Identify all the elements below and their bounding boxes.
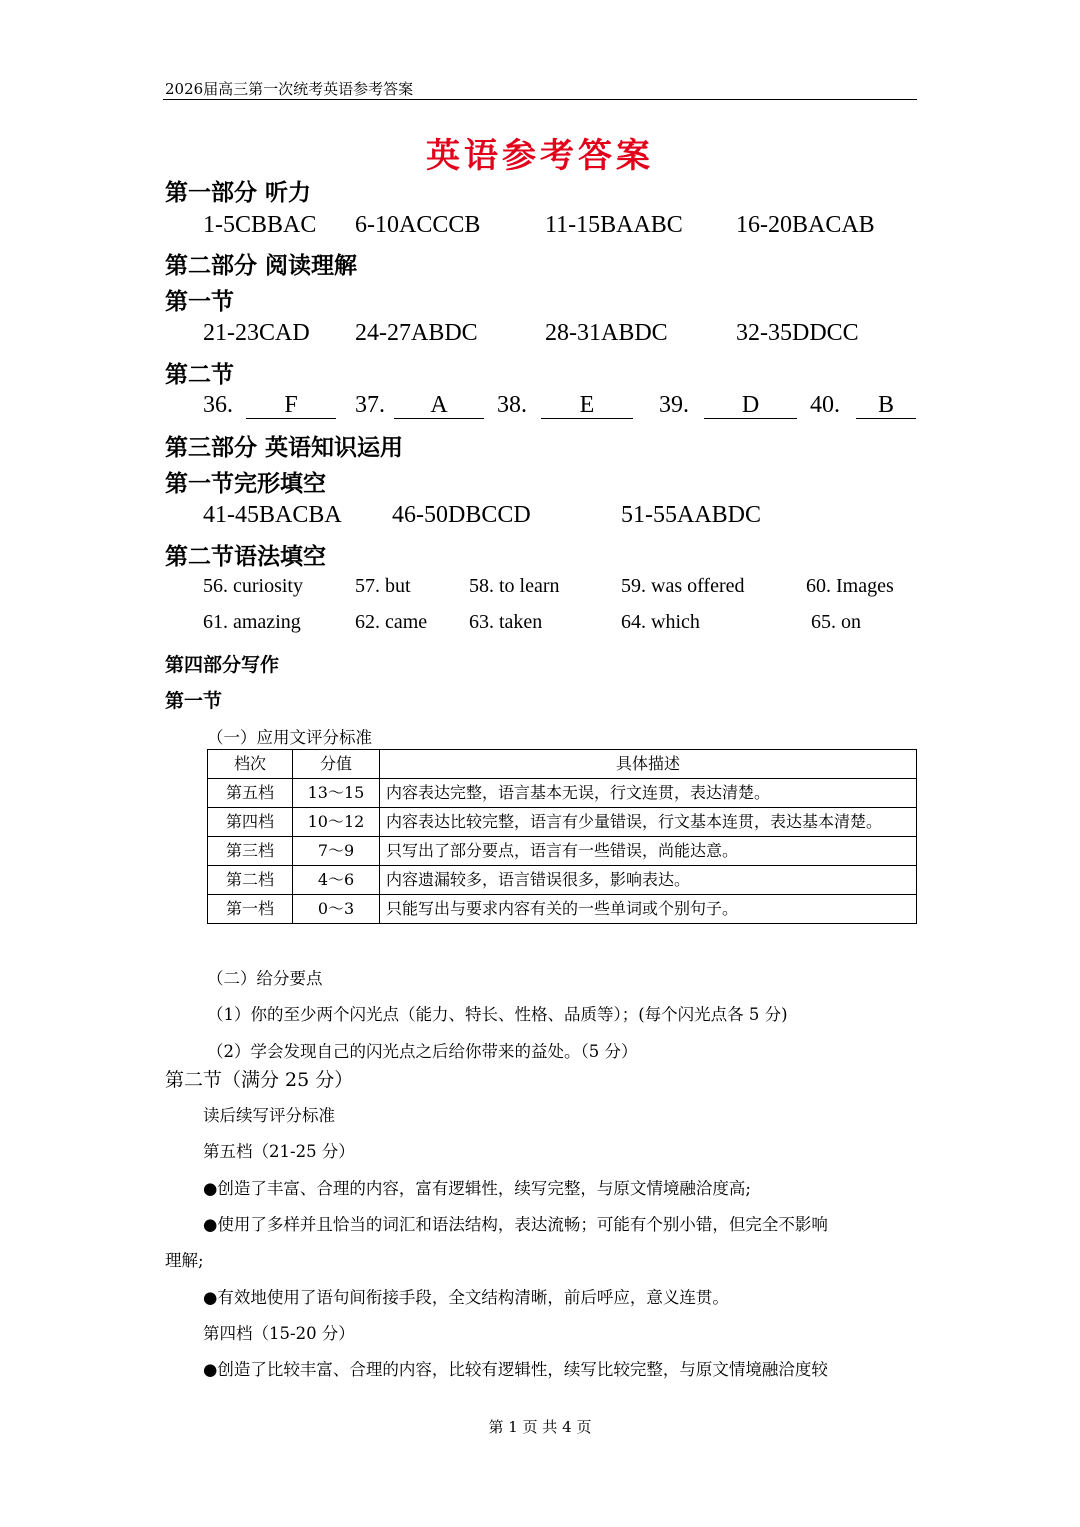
table-cell: 只写出了部分要点，语言有一些错误，尚能达意。: [380, 837, 917, 866]
table-cell: 4～6: [293, 866, 380, 895]
answer-group: 46-50DBCCD: [392, 502, 531, 528]
table-cell: 0～3: [293, 895, 380, 924]
table-header-cell: 分值: [293, 750, 380, 779]
continuation-criteria-title: 读后续写评分标准: [203, 1106, 335, 1125]
answer-group: 24-27ABDC: [355, 320, 478, 346]
grammar-answer: 57. but: [355, 575, 411, 597]
answer-group: 51-55AABDC: [621, 502, 762, 528]
table-row: [208, 779, 917, 808]
table-cell: 只能写出与要求内容有关的一些单词或个别句子。: [380, 895, 917, 924]
part4-sec2-heading: 第二节（满分 25 分）: [165, 1069, 354, 1091]
answer-group: 28-31ABDC: [545, 320, 668, 346]
table-header-row: [208, 750, 917, 779]
blank-number: 38.: [497, 392, 527, 418]
criteria-bullet: ●有效地使用了语句间衔接手段，全文结构清晰，前后呼应，意义连贯。: [203, 1288, 729, 1307]
grammar-answer: 61. amazing: [203, 611, 301, 633]
grammar-answer: 58. to learn: [469, 575, 560, 597]
grammar-answer: 60. Images: [806, 575, 894, 597]
table-cell: 内容遗漏较多，语言错误很多，影响表达。: [380, 866, 917, 895]
blank-answer: D: [704, 392, 797, 419]
answer-group: 6-10ACCCB: [355, 212, 481, 238]
table-row: [208, 895, 917, 924]
table-cell: 第三档: [208, 837, 293, 866]
scoring-point: （2）学会发现自己的闪光点之后给你带来的益处。（5 分）: [207, 1042, 638, 1061]
table-cell: 第四档: [208, 808, 293, 837]
table-cell: 第二档: [208, 866, 293, 895]
scoring-point: （1）你的至少两个闪光点（能力、特长、性格、品质等）；(每个闪光点各 5 分): [207, 1005, 788, 1024]
table-cell: 第五档: [208, 779, 293, 808]
table-cell: 10～12: [293, 808, 380, 837]
part2-heading: 第二部分 阅读理解: [165, 253, 358, 279]
grammar-answer: 65. on: [811, 611, 861, 633]
table-header-cell: 档次: [208, 750, 293, 779]
page-footer: 第 1 页 共 4 页: [488, 1418, 592, 1436]
part3-sec1-heading: 第一节完形填空: [165, 471, 326, 497]
part3-heading: 第三部分 英语知识运用: [165, 435, 404, 461]
table-cell: 内容表达完整，语言基本无误，行文连贯，表达清楚。: [380, 779, 917, 808]
blank-answer: A: [394, 392, 484, 419]
table-row: [208, 837, 917, 866]
grammar-answer: 59. was offered: [621, 575, 745, 597]
part2-sec1-heading: 第一节: [165, 289, 234, 315]
table-cell: 第一档: [208, 895, 293, 924]
grade-heading: 第四档（15-20 分）: [203, 1324, 355, 1343]
blank-number: 39.: [659, 392, 689, 418]
criteria-bullet: ●使用了多样并且恰当的词汇和语法结构，表达流畅；可能有个别小错，但完全不影响: [203, 1215, 828, 1234]
header-rule: [163, 99, 917, 100]
part1-heading: 第一部分 听力: [165, 180, 312, 206]
table-cell: 7～9: [293, 837, 380, 866]
grammar-answer: 64. which: [621, 611, 700, 633]
grade-heading: 第五档（21-25 分）: [203, 1142, 355, 1161]
table-header-cell: 具体描述: [380, 750, 917, 779]
answer-group: 11-15BAABC: [545, 212, 683, 238]
blank-number: 37.: [355, 392, 385, 418]
answer-group: 41-45BACBA: [203, 502, 342, 528]
table-cell: 内容表达比较完整，语言有少量错误，行文基本连贯，表达基本清楚。: [380, 808, 917, 837]
criteria-bullet: ●创造了丰富、合理的内容，富有逻辑性，续写完整，与原文情境融洽度高;: [203, 1179, 751, 1198]
answer-group: 1-5CBBAC: [203, 212, 317, 238]
criteria-title: （一）应用文评分标准: [207, 728, 372, 747]
answer-group: 21-23CAD: [203, 320, 310, 346]
part4-sec1-heading: 第一节: [165, 690, 223, 712]
page-title: 英语参考答案: [426, 136, 654, 176]
table-cell: 13～15: [293, 779, 380, 808]
points-title: （二）给分要点: [207, 969, 323, 988]
blank-answer: B: [856, 392, 916, 419]
blank-answer: E: [541, 392, 633, 419]
part3-sec2-heading: 第二节语法填空: [165, 544, 326, 570]
page-header: 2026届高三第一次统考英语参考答案: [165, 80, 414, 98]
part4-heading: 第四部分写作: [165, 654, 280, 676]
criteria-bullet-continued: 理解;: [165, 1251, 204, 1270]
grammar-answer: 63. taken: [469, 611, 543, 633]
blank-number: 40.: [810, 392, 840, 418]
grammar-answer: 62. came: [355, 611, 428, 633]
scoring-table: [207, 749, 917, 924]
table-row: [208, 866, 917, 895]
criteria-bullet: ●创造了比较丰富、合理的内容，比较有逻辑性，续写比较完整，与原文情境融洽度较: [203, 1360, 828, 1379]
grammar-answer: 56. curiosity: [203, 575, 303, 597]
blank-answer: F: [246, 392, 336, 419]
answer-group: 32-35DDCC: [736, 320, 859, 346]
table-row: [208, 808, 917, 837]
blank-number: 36.: [203, 392, 233, 418]
answer-group: 16-20BACAB: [736, 212, 875, 238]
part2-sec2-heading: 第二节: [165, 362, 234, 388]
